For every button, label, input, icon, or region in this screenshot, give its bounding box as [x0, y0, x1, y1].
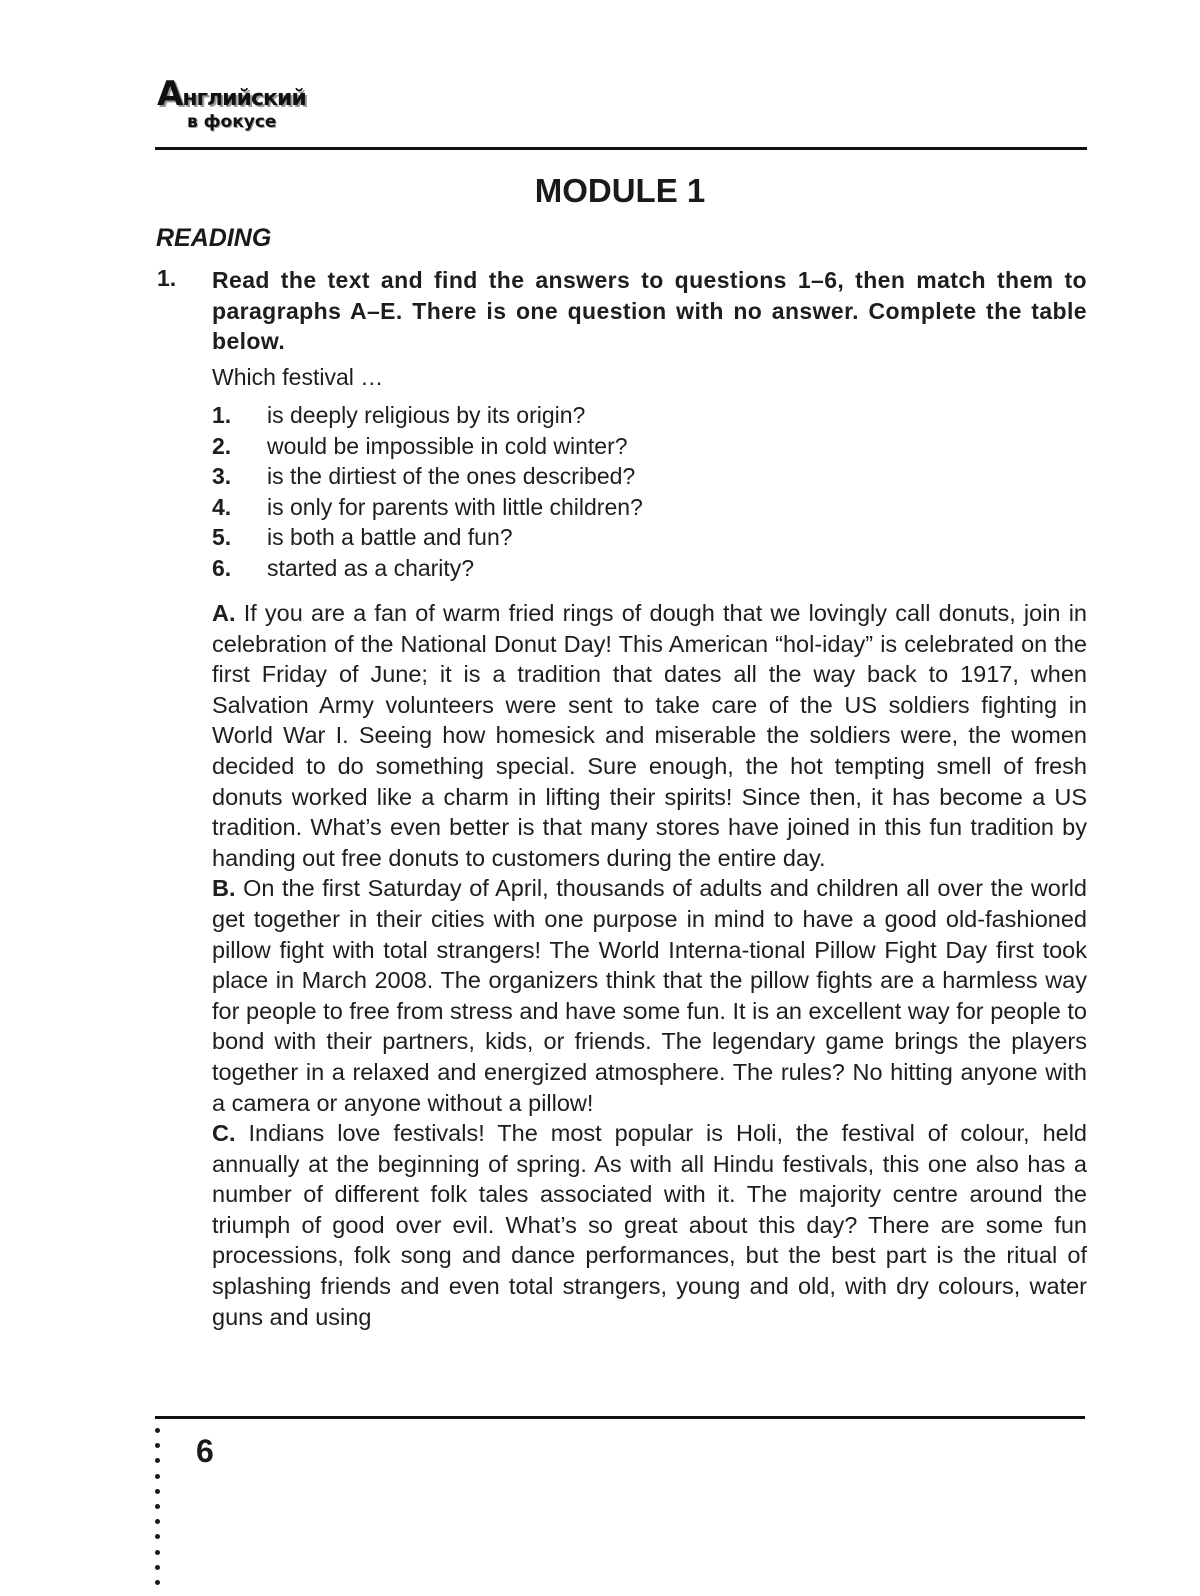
question-item	[212, 492, 912, 523]
question-number: 3.	[212, 463, 232, 489]
logo-rest: нглийский	[182, 86, 306, 111]
passage-a	[212, 598, 1087, 873]
question-text: started as a charity?	[267, 554, 475, 581]
passage-b	[212, 873, 1087, 1118]
question-item	[212, 522, 912, 553]
header-divider	[155, 147, 1087, 150]
logo-subtitle: в фокусе	[187, 112, 277, 132]
passage-text: On the first Saturday of April, thousands of adults and children all over the world get together in their cities with one purpose in mind to have a good old-fashioned pillow fight with total strangers! The World Interna-tional Pillow Fight Day first took place in March 2008. The organizers think that the pillow fights are a harmless way for people to free from stress and have some fun. It is an excellent way for people to bond with their partners, kids, or friends. The legendary game brings the players together in a relaxed and energized atmosphere. The rules? No hitting anyone with a camera or anyone without a pillow!	[212, 875, 1087, 1116]
task-number: 1.	[157, 265, 177, 291]
passage-label: A.	[212, 600, 236, 626]
page-number: 6	[196, 1433, 214, 1469]
footer-divider	[155, 1416, 1085, 1419]
question-item	[212, 400, 912, 431]
question-item	[212, 553, 912, 584]
question-text: is only for parents with little children?	[267, 493, 643, 520]
question-text: would be impossible in cold winter?	[267, 432, 628, 459]
module-title: MODULE 1	[534, 172, 706, 209]
question-text: is both a battle and fun?	[267, 524, 513, 550]
question-number: 1.	[212, 402, 232, 428]
question-text: is deeply religious by its origin?	[267, 402, 586, 428]
section-title: READING	[156, 224, 272, 252]
logo-first-letter: А	[157, 74, 183, 114]
passage-label: B.	[212, 875, 236, 902]
passage-text: Indians love festivals! The most popular is Holi, the festival of colour, held annually at the beginning of spring. As with all Hindu festivals, this one also has a number of different folk tales associated with it. The majority centre around the triumph of good over evil. What’s so great about this day? There are some fun processions, folk song and dance performances, but the best part is the ritual of splashing friends and even total strangers, young and old, with dry colours, water guns and using	[212, 1120, 1087, 1330]
question-number: 5.	[212, 524, 232, 550]
task-instruction: Read the text and find the answers to questions 1–6, then match them to paragraphs A–E. There is one question with no answer. Complete the table below.	[212, 267, 1087, 354]
question-number: 2.	[212, 432, 232, 459]
question-list	[212, 400, 912, 583]
question-item	[212, 461, 912, 492]
question-item	[212, 431, 912, 462]
question-number: 4.	[212, 493, 232, 520]
publisher-logo	[157, 74, 357, 140]
passage-c	[212, 1118, 1087, 1332]
decorative-dot-column	[155, 1428, 161, 1595]
passage-label: C.	[212, 1120, 236, 1147]
question-text: is the dirtiest of the ones described?	[267, 463, 636, 489]
reading-passages	[212, 598, 1087, 1332]
questions-lead: Which festival …	[212, 364, 384, 390]
question-number: 6.	[212, 554, 232, 581]
passage-text: If you are a fan of warm fried rings of dough that we lovingly call donuts, join in celebration of the National Donut Day! This American “hol-iday” is celebrated on the first Friday of June; it is a tradition that dates all the way back to 1917, when Salvation Army volunteers were sent to take care of the US soldiers fighting in World War I. Seeing how homesick and miserable the soldiers were, the women decided to do something special. Sure enough, the hot tempting smell of fresh donuts worked like a charm in lifting their spirits! Since then, it has become a US tradition. What’s even better is that many stores have joined in this fun tradition by handing out free donuts to customers during the entire day.	[212, 600, 1087, 871]
logo-title	[157, 74, 306, 114]
